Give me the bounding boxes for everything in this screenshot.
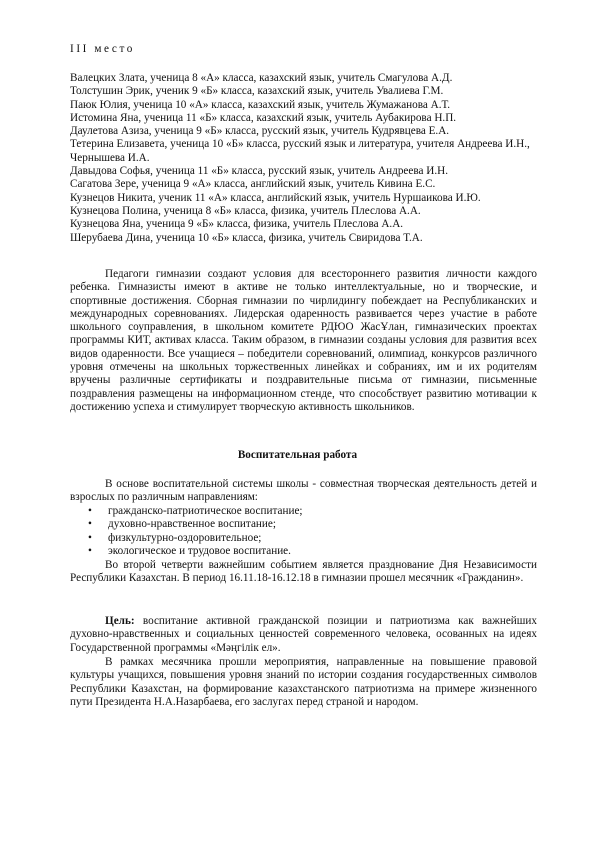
section-title: Воспитательная работа [237, 449, 358, 461]
winner-entry: Кузнецова Полина, ученица 8 «Б» класса, физика, учитель Плеслова А.А. [70, 204, 421, 217]
direction-text: гражданско-патриотическое воспитание; [108, 505, 303, 517]
direction-item [70, 518, 537, 531]
direction-text: экологическое и трудовое воспитание. [108, 544, 291, 557]
winner-entry: Сагатова Зере, ученица 9 «А» класса, английский язык, учитель Кивина Е.С. [70, 178, 436, 191]
winner-entry: Валецких Злата, ученица 8 «А» класса, казахский язык, учитель Смагулова А.Д. [70, 72, 453, 84]
direction-text: духовно-нравственное воспитание; [108, 518, 276, 531]
winner-entry: Истомина Яна, ученица 11 «Б» класса, казахский язык, учитель Аубакирова Н.П. [70, 111, 457, 124]
winner-entry: Даулетова Азиза, ученица 9 «Б» класса, русский язык, учитель Кудрявцева Е.А. [70, 125, 450, 138]
bullet-icon: • [88, 544, 92, 557]
bullet-icon: • [88, 531, 92, 544]
direction-text: физкультурно-оздоровительное; [108, 531, 262, 544]
direction-item [70, 505, 537, 518]
education-system-paragraph: В основе воспитательной системы школы - совместная творческая деятельность детей и взрослых по различным направлениям: [70, 478, 537, 504]
place-heading: III место [70, 43, 135, 55]
directions-list [70, 505, 537, 558]
goal-text: воспитание активной гражданской позиции и патриотизма как важнейших духовно-нравственных и социальных ценностей современного человека, осованных на идеях Государственной программы «Мәңгілік ел». [70, 615, 537, 654]
winner-entry: Толстушин Эрик, ученик 9 «Б» класса, казахский язык, учитель Увалиева Г.М. [70, 85, 444, 98]
winner-entry: Паюк Юлия, ученица 10 «А» класса, казахский язык, учитель Жумажанова А.Т. [70, 98, 451, 111]
winner-entry: Шерубаева Дина, ученица 10 «Б» класса, физика, учитель Свиридова Т.А. [70, 231, 423, 244]
direction-item [70, 532, 537, 545]
goal-paragraph [70, 615, 537, 655]
winner-entry: Тетерина Елизавета, ученица 10 «Б» класса, русский язык и литература, учителя Андреева И.Н., Чернышева И.А. [70, 138, 530, 164]
bullet-icon: • [88, 518, 92, 531]
winners-list [70, 72, 540, 245]
giftedness-paragraph: Педагоги гимназии создают условия для всестороннего развития личности каждого ребенка. Гимназисты имеют в активе не только интеллектуальные, но и творческие, и спортивные достижения. Сборная гимназии по чирлидингу побеждает на Республиканских и международных соревнованиях. Лидерская одаренность развивается через участие в работе школьного соуправления, в школьном комитете РДЮО ЖасҰлан, гимназических проектах программы КИТ, активах класса. Таким образом, в гимназии созданы условия для развития всех видов одаренности. Все учащиеся – победители соревнований, олимпиад, конкурсов различного уровня отмечены на школьных торжественных линейках и собраниях, им и их родителям вручены различные сертификаты и поздравительные письма от гимназии, письменные поздравления размещены на информационном стенде, что способствует развитию мотивации к достижению успеха и стимулирует творческую активность школьников. [70, 268, 537, 413]
month-events-paragraph: В рамках месячника прошли мероприятия, направленные на повышение правовой культуры учащихся, повышения уровня знаний по истории создания государственных символов Республики Казахстан, на формирование казахстанского патриотизма на примере жизненного пути Президента Н.А.Назарбаева, его заслугах перед страной и народом. [70, 656, 537, 708]
bullet-icon: • [88, 505, 92, 517]
independence-day-paragraph: Во второй четверти важнейшим событием является празднование Дня Независимости Республики Казахстан. В период 16.11.18-16.12.18 в гимназии прошел месячник «Гражданин». [70, 559, 537, 585]
winner-entry: Кузнецова Яна, ученица 9 «Б» класса, физика, учитель Плеслова А.А. [70, 218, 404, 231]
winner-entry: Кузнецов Никита, ученик 11 «А» класса, английский язык, учитель Нуршаикова И.Ю. [70, 191, 481, 204]
goal-label: Цель: [105, 615, 135, 627]
winner-entry: Давыдова Софья, ученица 11 «Б» класса, русский язык, учитель Андреева И.Н. [70, 165, 448, 178]
direction-item [70, 545, 537, 558]
